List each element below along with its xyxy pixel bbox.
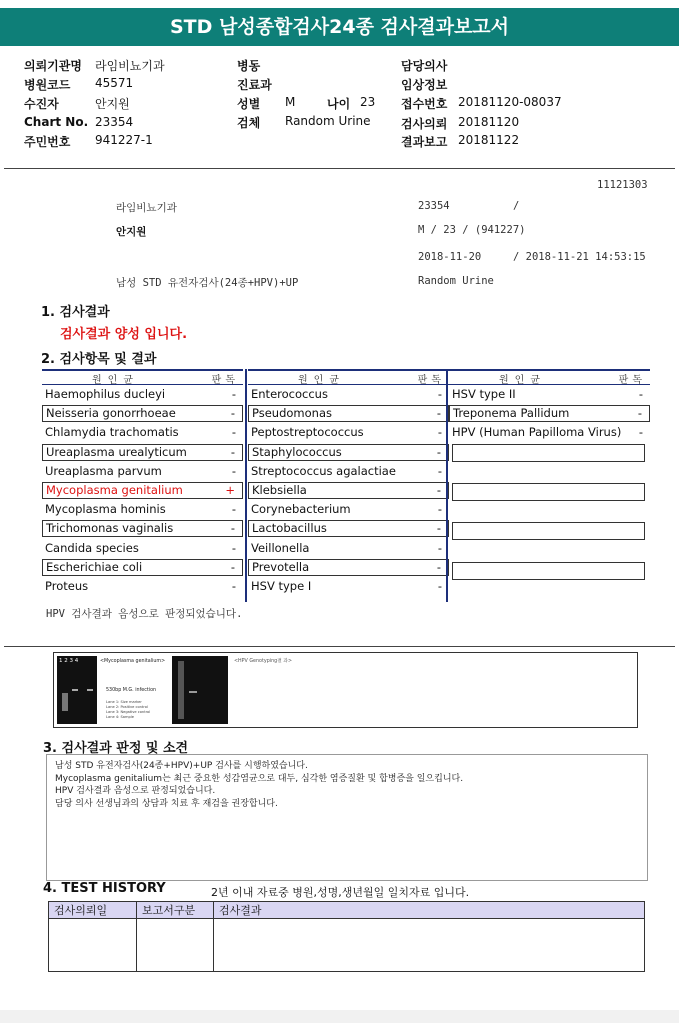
organism-result: +: [225, 482, 235, 497]
empty-row: [449, 502, 650, 521]
value-specimen: Random Urine: [285, 114, 371, 128]
history-col-result: 검사결과: [214, 902, 645, 919]
label-patient: 수진자: [24, 97, 59, 111]
gel-legend-1: Lane 1: Size marker: [106, 700, 142, 704]
gel-band: [87, 689, 93, 691]
value-hospital-code: 45571: [95, 76, 134, 90]
organism-row: [42, 520, 243, 537]
organism-name: Neisseria gonorrhoeae: [46, 406, 176, 421]
organism-name: Chlamydia trachomatis: [45, 425, 179, 440]
organism-name: Escherichiae coli: [46, 559, 143, 574]
organism-row: [248, 385, 449, 404]
organism-result: -: [436, 521, 441, 536]
report-date-reported: / 2018-11-21 14:53:15: [513, 251, 646, 263]
organism-row: [42, 444, 243, 461]
empty-row: [449, 463, 650, 482]
empty-row: [449, 581, 650, 600]
organism-result: -: [437, 502, 442, 517]
label-age: 나이: [327, 97, 351, 111]
organism-result: -: [230, 521, 235, 536]
hpv-note: HPV 검사결과 음성으로 판정되었습니다.: [46, 608, 243, 620]
organism-row: [248, 423, 449, 442]
label-chart-no: Chart No.: [24, 115, 89, 129]
divider: [4, 646, 675, 647]
column-divider: [245, 369, 247, 602]
label-specimen: 검체: [237, 116, 261, 130]
report-date-received: 2018-11-20: [418, 251, 482, 263]
organism-result: -: [230, 444, 235, 459]
report-id: 11121303: [597, 179, 648, 191]
organism-row: [42, 500, 243, 519]
organism-name: Ureaplasma urealyticum: [46, 444, 187, 459]
organism-name: Peptostreptococcus: [251, 425, 364, 440]
gel-band: [189, 691, 197, 693]
organism-result: -: [231, 425, 236, 440]
organism-row: [248, 405, 449, 422]
finding-line: HPV 검사결과 음성으로 판정되었습니다.: [55, 786, 216, 796]
section1-title: 1. 검사결과: [41, 305, 110, 320]
organism-name: Proteus: [45, 578, 89, 593]
empty-result-box: [452, 444, 645, 462]
organism-result: -: [436, 482, 441, 497]
organism-result: -: [230, 406, 235, 421]
organism-name: Mycoplasma hominis: [45, 502, 166, 517]
organism-name: Mycoplasma genitalium: [46, 482, 183, 497]
value-resident-no: 941227-1: [95, 133, 153, 147]
organism-name: Ureaplasma parvum: [45, 463, 162, 478]
report-specimen: Random Urine: [418, 275, 494, 287]
organism-row: [42, 385, 243, 404]
organism-row: [449, 423, 650, 442]
organism-result: -: [638, 425, 643, 440]
organism-name: Haemophilus ducleyi: [45, 387, 166, 401]
value-patient: 안지원: [95, 97, 130, 111]
organism-row: [248, 500, 449, 519]
gel-electrophoresis-image: [54, 653, 637, 727]
label-doctor: 담당의사: [401, 59, 448, 73]
section1-result: 검사결과 양성 입니다.: [60, 327, 188, 342]
label-requesting-org: 의뢰기관명: [24, 59, 82, 73]
gel-marker-smear: [62, 693, 68, 711]
table-cell: [214, 919, 645, 972]
gel-title: <Mycoplasma genitalium>: [100, 659, 166, 664]
organism-name: Klebsiella: [252, 482, 307, 497]
empty-result-box: [452, 562, 645, 580]
gel-legend-2: Lane 2: Positive control: [106, 705, 148, 709]
value-requesting-org: 라임비뇨기과: [95, 59, 165, 73]
gel-band-label: 530bp M.G. infection: [106, 688, 157, 693]
label-ward: 병동: [237, 59, 261, 73]
organism-row: [42, 462, 243, 481]
organism-row: [42, 539, 243, 558]
organism-result: -: [437, 425, 442, 440]
organism-name: HSV type II: [452, 387, 516, 401]
empty-row: [449, 562, 650, 581]
organism-row: [248, 520, 449, 537]
organism-result: -: [437, 463, 442, 478]
divider: [4, 168, 675, 169]
finding-line: Mycoplasma genitalium는 최근 중요한 성감염균으로 대두, 심각한 염증질환 및 합병증을 일으킵니다.: [55, 773, 464, 784]
organism-result: -: [436, 406, 441, 421]
organism-row: [42, 559, 243, 576]
organism-row: [42, 423, 243, 442]
history-note: 2년 이내 자료중 병원,성명,생년월일 일치자료 입니다.: [211, 886, 470, 899]
organism-result: -: [436, 559, 441, 574]
organism-row: [449, 385, 650, 404]
label-clinical-info: 임상정보: [401, 78, 448, 92]
organism-result: -: [637, 406, 642, 421]
organism-name: Prevotella: [252, 559, 310, 574]
column-header: 원인균 판독: [449, 369, 650, 385]
organism-row: [248, 462, 449, 481]
label-resident-no: 주민번호: [24, 135, 71, 149]
organism-name: Streptococcus agalactiae: [251, 463, 396, 478]
organism-name: Lactobacillus: [252, 521, 327, 536]
value-receipt-no: 20181120-08037: [458, 95, 562, 109]
value-chart-no: 23354: [95, 115, 134, 129]
organism-name: Veillonella: [251, 540, 310, 555]
organism-name: Pseudomonas: [252, 406, 332, 421]
organism-result: -: [230, 559, 235, 574]
hpv-gel-title: <HPV Genotyping결 과>: [234, 659, 292, 664]
report-chart: 23354: [418, 200, 450, 212]
column-header: 원인균 판독: [42, 369, 243, 385]
label-sex: 성별: [237, 97, 261, 111]
history-col-request-date: 검사의뢰일: [49, 902, 137, 919]
empty-row: [449, 522, 650, 541]
organism-row: [248, 444, 449, 461]
empty-result-box: [452, 483, 645, 501]
table-header-row: [49, 902, 645, 919]
report-slash: /: [513, 200, 520, 212]
organism-name: Corynebacterium: [251, 502, 351, 517]
table-cell: [137, 919, 214, 972]
section3-title: 3. 검사결과 판정 및 소견: [43, 741, 189, 756]
organism-result: -: [437, 387, 442, 401]
organism-row: [42, 577, 243, 596]
organism-result: -: [436, 444, 441, 459]
label-hospital-code: 병원코드: [24, 78, 71, 92]
result-column-3: [449, 369, 650, 600]
organism-result: -: [437, 578, 442, 593]
organism-row: [248, 482, 449, 499]
organism-result: -: [231, 578, 236, 593]
value-request-date: 20181120: [458, 115, 520, 129]
organism-row: [248, 539, 449, 558]
organism-row: [248, 577, 449, 596]
table-cell: [49, 919, 137, 972]
value-sex: M: [285, 95, 296, 109]
gel-legend-4: Lane 4: Sample: [106, 715, 134, 719]
organism-name: HSV type I: [251, 578, 312, 593]
history-col-report-type: 보고서구분: [137, 902, 214, 919]
result-column-2: [248, 369, 449, 596]
organism-name: Enterococcus: [251, 387, 328, 401]
label-receipt-no: 접수번호: [401, 97, 448, 111]
organism-name: Trichomonas vaginalis: [46, 521, 174, 536]
gel-image-frame: [53, 652, 638, 728]
organism-name: Candida species: [45, 540, 139, 555]
report-title: STD 남성종합검사24종 검사결과보고서: [0, 8, 679, 46]
organism-result: -: [437, 540, 442, 555]
empty-row: [449, 444, 650, 463]
hpv-gel-ladder: [178, 661, 184, 719]
empty-result-box: [452, 522, 645, 540]
value-age: 23: [360, 95, 376, 109]
finding-line: 담당 의사 선생님과의 상담과 치료 후 재검을 권장합니다.: [55, 798, 278, 809]
section4-title: 4. TEST HISTORY: [43, 881, 166, 896]
column-divider: [446, 369, 448, 602]
organism-row: [42, 482, 243, 499]
gel-legend-3: Lane 3: Negative control: [106, 710, 151, 714]
label-report-date: 결과보고: [401, 135, 448, 149]
organism-row: [248, 559, 449, 576]
section2-title: 2. 검사항목 및 결과: [41, 352, 157, 367]
empty-row: [449, 542, 650, 561]
organism-result: -: [638, 387, 643, 401]
report-patient: 안지원: [116, 226, 147, 238]
table-row: [49, 919, 645, 972]
findings-box: [46, 754, 648, 881]
empty-row: [449, 483, 650, 502]
report-sex-age: M / 23 / (941227): [418, 224, 526, 236]
gel-band: [72, 689, 78, 691]
organism-name: Treponema Pallidum: [453, 406, 570, 421]
organism-result: -: [231, 387, 236, 401]
finding-line: 남성 STD 유전자검사(24종+HPV)+UP 검사를 시행하였습니다.: [55, 761, 308, 771]
organism-row: [42, 405, 243, 422]
column-header: 원인균 판독: [248, 369, 449, 385]
organism-result: -: [231, 502, 236, 517]
result-column-1: [42, 369, 243, 596]
organism-name: HPV (Human Papilloma Virus): [452, 425, 622, 440]
label-department: 진료과: [237, 78, 272, 92]
organism-result: -: [231, 463, 236, 478]
value-report-date: 20181122: [458, 133, 520, 147]
report-test-name: 남성 STD 유전자검사(24종+HPV)+UP: [116, 277, 299, 289]
organism-result: -: [231, 540, 236, 555]
gel-lane-numbers: 1 2 3 4: [59, 658, 79, 664]
report-clinic: 라임비뇨기과: [116, 202, 177, 214]
organism-row: [449, 405, 650, 422]
test-history-table: [48, 901, 645, 972]
organism-name: Staphylococcus: [252, 444, 342, 459]
label-request-date: 검사의뢰: [401, 117, 448, 131]
